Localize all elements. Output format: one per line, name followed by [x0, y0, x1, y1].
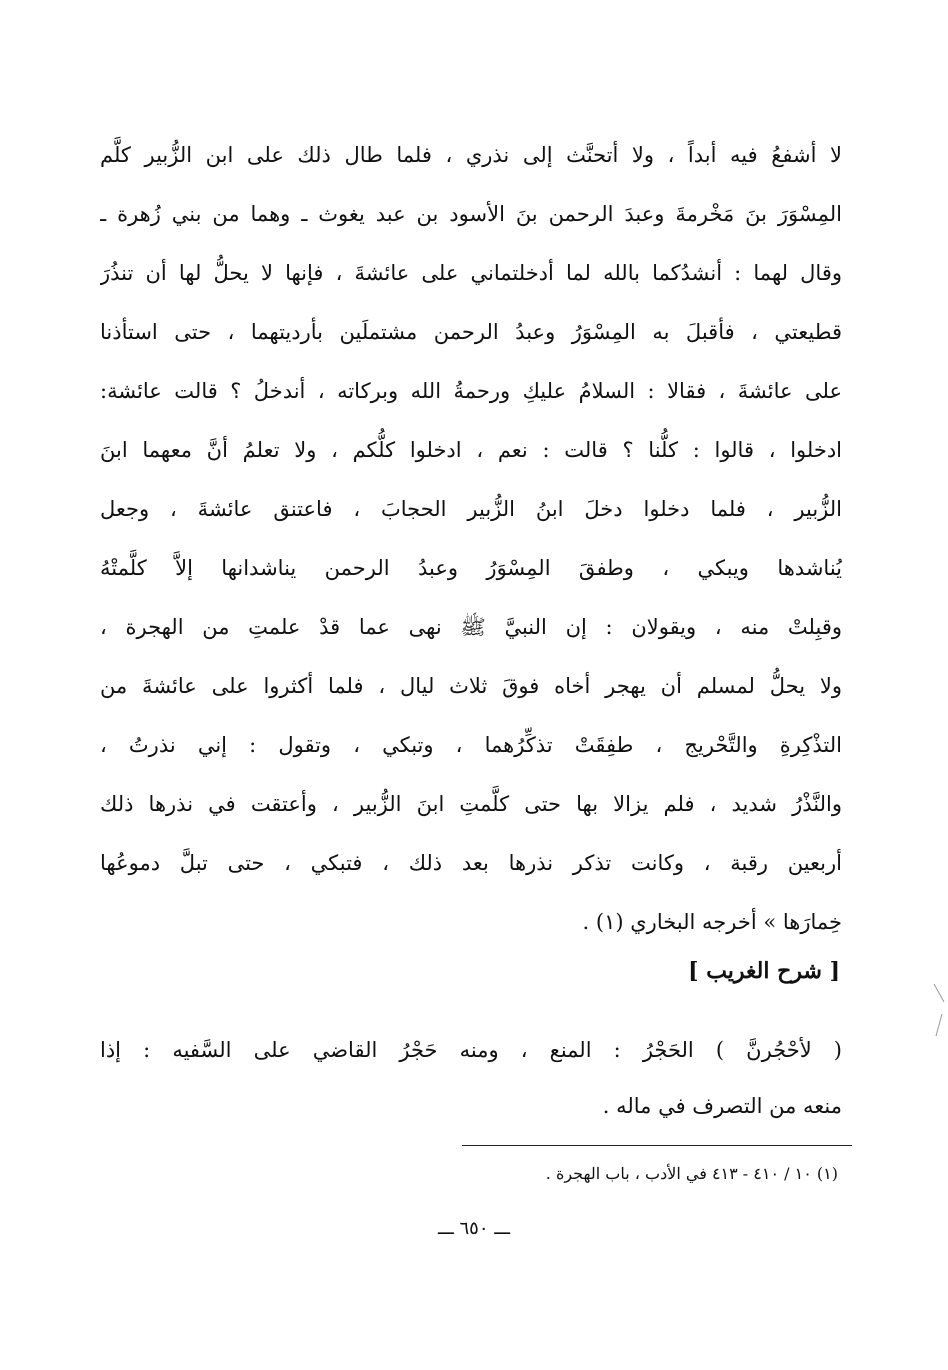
text-line: والنَّذْرُ شديد ، فلم يزالا بها حتى كلَّمتِ ابنَ الزُّبير ، وأعتقت في نذرها ذلك [100, 792, 842, 816]
text-line: الزُّبير ، فلما دخلوا دخلَ ابنُ الزُّبير الحجابَ ، فاعتنق عائشةَ ، وجعل [100, 497, 842, 521]
text-line: وقال لهما : أنشدُكما بالله لما أدخلتماني على عائشةَ ، فإنها لا يحلُّ لها أن تنذُرَ [100, 261, 842, 285]
text-line: لا أشفعُ فيه أبداً ، ولا أتحنَّث إلى نذري ، فلما طال ذلك على ابن الزُّبير كلَّم [100, 143, 842, 167]
text-line: أربعين رقبة ، وكانت تذكر نذرها بعد ذلك ، فتبكي ، حتى تبلَّ دموعُها [100, 851, 842, 875]
page-number: ـــ ٦٥٠ ـــ [437, 1218, 511, 1239]
footnote-divider [462, 1145, 852, 1146]
gloss-line: ( لأحْجُرنَّ ) الحَجْرُ : المنع ، ومنه حَجْرُ القاضي على السَّفيه : إذا [100, 1038, 842, 1062]
text-line: وقبِلتْ منه ، ويقولان : إن النبيَّ ﷺ نهى عما قدْ علمتِ من الهجرة ، [100, 615, 842, 639]
main-text-block [100, 126, 842, 952]
footnote: (١) ١٠ / ٤١٠ - ٤١٣ في الأدب ، باب الهجرة . [545, 1164, 838, 1183]
scan-artifact-mark [932, 980, 946, 1040]
gloss-block [100, 1022, 842, 1134]
text-line: المِسْوَرَ بنَ مَخْرمةَ وعبدَ الرحمن بنَ الأسود بن عبد يغوث ـ وهما من بني زُهرة ـ [100, 202, 842, 226]
text-line: ولا يحلُّ لمسلم أن يهجر أخاه فوقَ ثلاث ليال ، فلما أكثروا على عائشةَ من [100, 674, 842, 698]
gloss-line: منعه من التصرف في ماله . [602, 1094, 842, 1118]
text-line: يُناشدها ويبكي ، وطفقَ المِسْوَرُ وعبدُ الرحمن يناشدانها إلاَّ كلَّمتْهُ [100, 556, 842, 580]
text-line: التذْكِرةِ والتَّحْريج ، طفِقَتْ تذكِّرُهما ، وتبكي ، وتقول : إني نذرتُ ، [100, 733, 842, 757]
text-line: قطيعتي ، فأقبلَ به المِسْوَرُ وعبدُ الرحمن مشتملَين بأرديتهما ، حتى استأذنا [100, 320, 842, 344]
section-heading: [ شرح الغريب ] [688, 958, 840, 984]
text-line: خِمارَها » أخرجه البخاري (١) . [582, 910, 842, 934]
text-line: ادخلوا ، قالوا : كلُّنا ؟ قالت : نعم ، ادخلوا كلُّكم ، ولا تعلمُ أنَّ معهما ابنَ [100, 438, 842, 462]
text-line: على عائشةَ ، فقالا : السلامُ عليكِ ورحمةُ الله وبركاته ، أندخلُ ؟ قالت عائشة: [100, 379, 842, 403]
